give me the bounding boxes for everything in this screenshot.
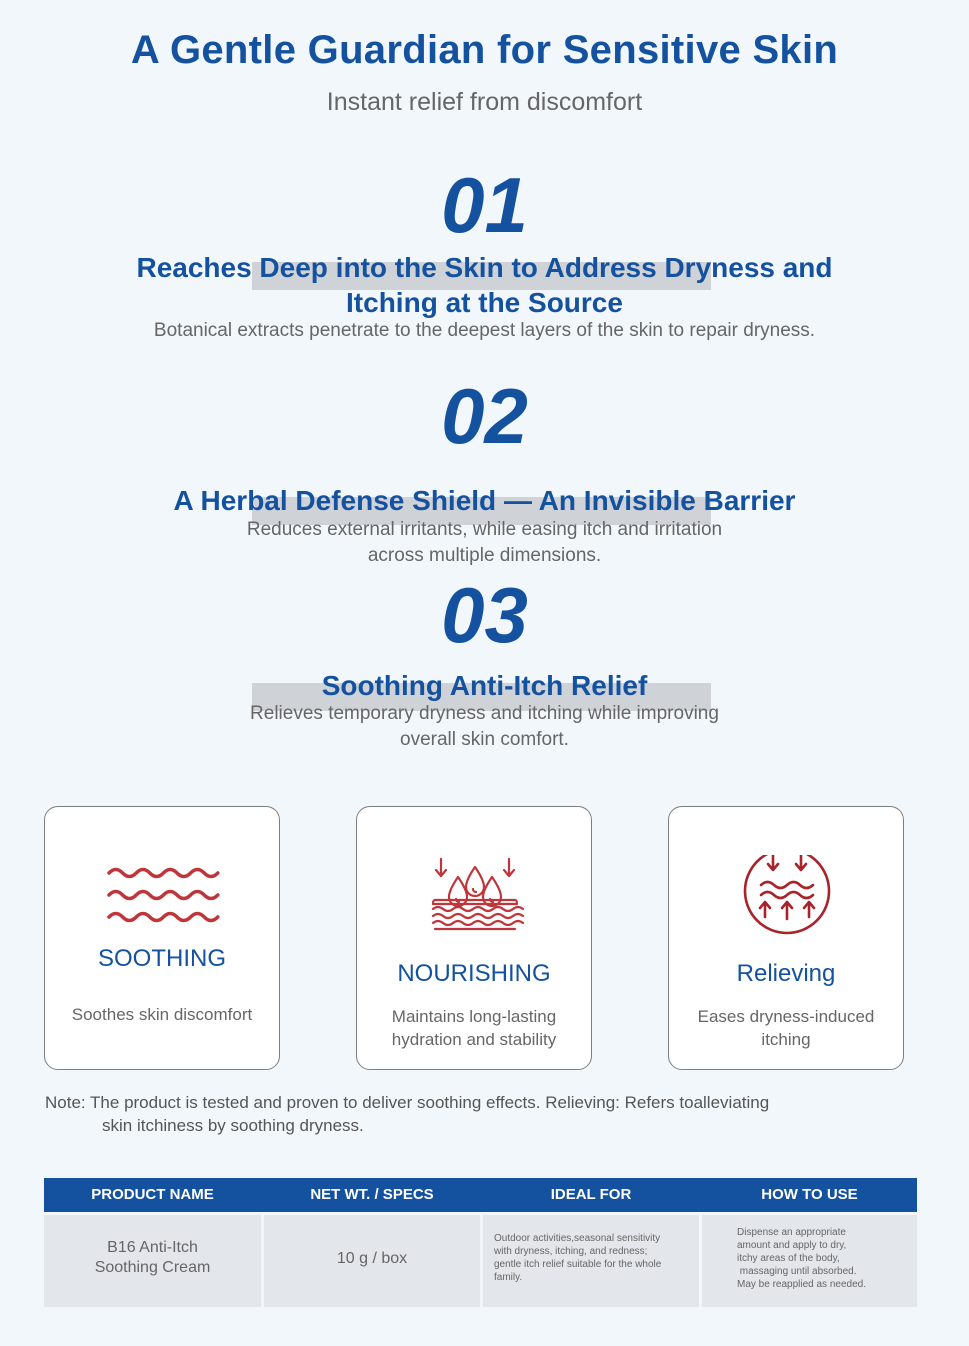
feature-number-03: 03 bbox=[441, 571, 528, 659]
card-desc-line: itching bbox=[761, 1030, 811, 1049]
feature-desc-line: Relieves temporary dryness and itching while improving bbox=[250, 703, 719, 724]
table-cell-how-to-use bbox=[702, 1215, 917, 1307]
card-desc bbox=[357, 1005, 591, 1051]
feature-title-line: Itching at the Source bbox=[346, 287, 623, 318]
disclaimer-note bbox=[45, 1091, 935, 1137]
cell-line: massaging until absorbed. bbox=[737, 1266, 857, 1277]
benefit-card-soothing bbox=[44, 806, 280, 1070]
circle-waves-arrows-icon bbox=[669, 855, 903, 945]
benefit-card-relieving bbox=[668, 806, 904, 1070]
card-desc-line: Eases dryness-induced bbox=[697, 1007, 875, 1026]
card-desc: Soothes skin discomfort bbox=[71, 1005, 253, 1024]
card-title: SOOTHING bbox=[97, 945, 226, 972]
feature-title-03: Soothing Anti-Itch Relief bbox=[321, 670, 648, 701]
table-cell-product-name bbox=[44, 1215, 261, 1307]
cell-line: Soothing Cream bbox=[94, 1259, 211, 1276]
table-cell-ideal-for bbox=[483, 1215, 699, 1307]
cell-line: with dryness, itching, and redness; bbox=[494, 1246, 648, 1257]
column-header: NET WT. / SPECS bbox=[310, 1186, 434, 1203]
feature-desc-03 bbox=[0, 701, 969, 753]
column-header: HOW TO USE bbox=[761, 1186, 858, 1203]
card-desc-line: hydration and stability bbox=[391, 1030, 557, 1049]
card-title: Relieving bbox=[736, 960, 836, 987]
note-line: Note: The product is tested and proven to deliver soothing effects. Relieving: Refers toalleviating bbox=[45, 1093, 770, 1112]
cell-line: gentle itch relief suitable for the whole bbox=[494, 1259, 662, 1270]
cell-line: itchy areas of the body, bbox=[737, 1253, 840, 1264]
feature-title-01 bbox=[0, 250, 969, 320]
feature-desc-line: across multiple dimensions. bbox=[367, 545, 602, 566]
column-header: PRODUCT NAME bbox=[91, 1186, 214, 1203]
column-header: IDEAL FOR bbox=[550, 1186, 632, 1203]
table-cell-specs bbox=[264, 1215, 480, 1307]
feature-number-01: 01 bbox=[441, 161, 528, 249]
hydration-drops-icon bbox=[357, 855, 591, 945]
card-desc bbox=[669, 1005, 903, 1051]
card-title: NOURISHING bbox=[397, 960, 551, 987]
feature-title-line: Reaches Deep into the Skin to Address Dryness and bbox=[136, 252, 833, 283]
feature-desc-line: Reduces external irritants, while easing itch and irritation bbox=[246, 519, 723, 540]
feature-desc-01: Botanical extracts penetrate to the deepest layers of the skin to repair dryness. bbox=[153, 320, 816, 341]
feature-desc-02 bbox=[0, 517, 969, 569]
page-title: A Gentle Guardian for Sensitive Skin bbox=[130, 28, 839, 72]
card-desc-line: Maintains long-lasting bbox=[391, 1007, 557, 1026]
cell-line: May be reapplied as needed. bbox=[737, 1279, 866, 1290]
spec-table-header bbox=[44, 1178, 917, 1212]
cell-line: B16 Anti-Itch bbox=[107, 1239, 198, 1256]
cell-line: Dispense an appropriate bbox=[737, 1227, 846, 1238]
feature-title-02: A Herbal Defense Shield — An Invisible Barrier bbox=[173, 485, 796, 516]
cell-line: family. bbox=[494, 1272, 523, 1283]
cell-line: Outdoor activities,seasonal sensitivity bbox=[494, 1233, 661, 1244]
benefit-card-nourishing bbox=[356, 806, 592, 1070]
page-subtitle: Instant relief from discomfort bbox=[326, 88, 643, 116]
cell-line: 10 g / box bbox=[336, 1250, 408, 1267]
note-line: skin itchiness by soothing dryness. bbox=[102, 1116, 364, 1135]
waves-icon bbox=[45, 855, 279, 945]
feature-number-02: 02 bbox=[441, 372, 528, 460]
cell-line: amount and apply to dry, bbox=[737, 1240, 847, 1251]
feature-desc-line: overall skin comfort. bbox=[400, 729, 569, 750]
